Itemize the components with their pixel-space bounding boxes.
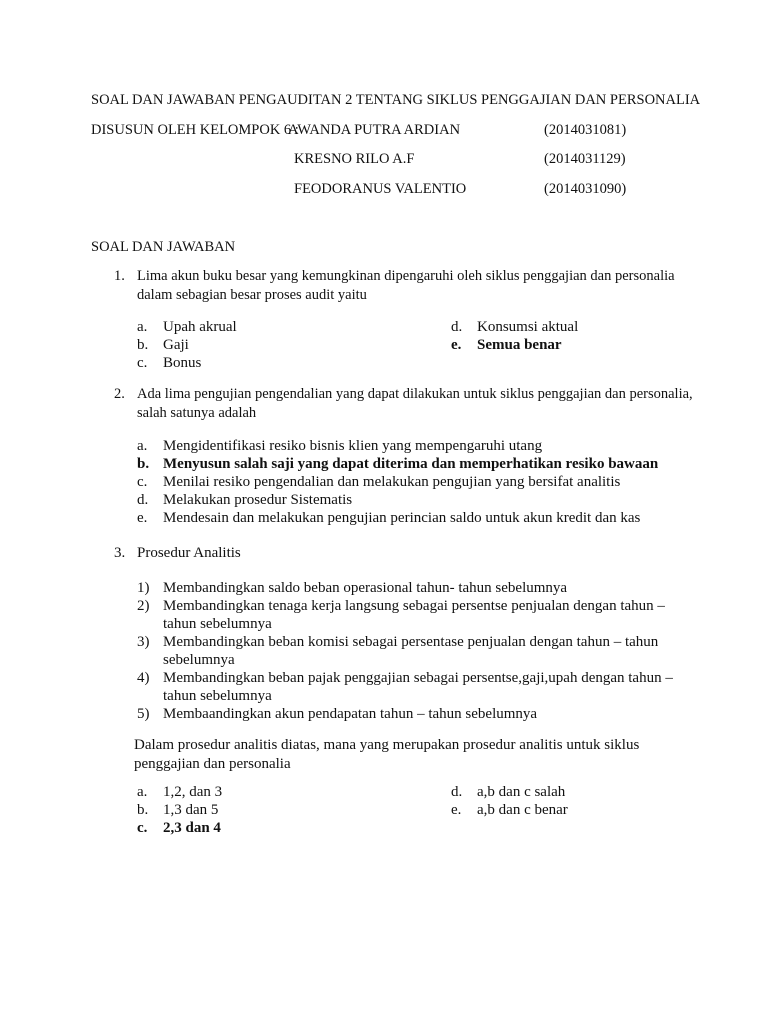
author-id: (2014031081)	[544, 122, 627, 138]
procedure-text: tahun sebelumnya	[163, 688, 272, 704]
option-text: a,b dan c benar	[477, 802, 568, 818]
option-letter: e.	[451, 802, 462, 818]
option-letter: c.	[137, 820, 148, 836]
option-text: Melakukan prosedur Sistematis	[163, 492, 353, 508]
procedure-text: sebelumnya	[163, 652, 235, 668]
question-text-line: penggajian dan personalia	[134, 756, 291, 772]
procedure-number: 4)	[137, 670, 150, 686]
question-number: 1.	[114, 268, 125, 284]
option-text: 1,3 dan 5	[163, 802, 219, 818]
option-letter: c.	[137, 474, 148, 490]
procedure-text: Membandingkan saldo beban operasional tahun- tahun sebelumnya	[163, 580, 568, 596]
author-id: (2014031129)	[544, 151, 626, 167]
procedure-number: 5)	[137, 706, 150, 722]
authors-prefix: DISUSUN OLEH KELOMPOK 6 :	[91, 122, 299, 138]
procedure-number: 3)	[137, 634, 150, 650]
option-letter: b.	[137, 456, 150, 472]
procedure-text: tahun sebelumnya	[163, 616, 272, 632]
option-text: Gaji	[163, 337, 189, 353]
option-letter: c.	[137, 355, 148, 371]
option-text: Bonus	[163, 355, 202, 371]
question-text-line: Lima akun buku besar yang kemungkinan dipengaruhi oleh siklus penggajian dan personalia	[137, 268, 675, 284]
question-text-line: Dalam prosedur analitis diatas, mana yang merupakan prosedur analitis untuk siklus	[134, 737, 640, 753]
question-text-line: salah satunya adalah	[137, 405, 257, 421]
option-text: Semua benar	[477, 337, 562, 353]
author-name: FEODORANUS VALENTIO	[294, 181, 467, 197]
option-letter: d.	[451, 784, 463, 800]
document-title: SOAL DAN JAWABAN PENGAUDITAN 2 TENTANG SIKLUS PENGGAJIAN DAN PERSONALIA	[91, 92, 701, 108]
question-title: Prosedur Analitis	[137, 545, 241, 561]
option-letter: d.	[451, 319, 463, 335]
option-text: Menyusun salah saji yang dapat diterima dan memperhatikan resiko bawaan	[163, 456, 659, 472]
option-text: Mengidentifikasi resiko bisnis klien yang mempengaruhi utang	[163, 438, 543, 454]
option-text: Mendesain dan melakukan pengujian perincian saldo untuk akun kredit dan kas	[163, 510, 641, 526]
author-id: (2014031090)	[544, 181, 627, 197]
procedure-text: Membandingkan beban komisi sebagai persentase penjualan dengan tahun – tahun	[163, 634, 659, 650]
option-text: Konsumsi aktual	[477, 319, 579, 335]
procedure-text: Membandingkan tenaga kerja langsung sebagai persentse penjualan dengan tahun –	[163, 598, 665, 614]
option-letter: b.	[137, 337, 149, 353]
option-letter: a.	[137, 438, 148, 454]
procedure-number: 1)	[137, 580, 150, 596]
option-letter: e.	[451, 337, 462, 353]
option-text: 1,2, dan 3	[163, 784, 223, 800]
question-number: 3.	[114, 545, 126, 561]
option-text: 2,3 dan 4	[163, 820, 221, 836]
option-text: Menilai resiko pengendalian dan melakukan pengujian yang bersifat analitis	[163, 474, 621, 490]
procedure-text: Membandingkan beban pajak penggajian sebagai persentse,gaji,upah dengan tahun –	[163, 670, 673, 686]
procedure-text: Membaandingkan akun pendapatan tahun – tahun sebelumnya	[163, 706, 538, 722]
procedure-number: 2)	[137, 598, 150, 614]
option-text: Upah akrual	[163, 319, 237, 335]
question-number: 2.	[114, 386, 125, 402]
option-letter: a.	[137, 319, 148, 335]
option-letter: a.	[137, 784, 148, 800]
option-letter: e.	[137, 510, 148, 526]
question-text-line: Ada lima pengujian pengendalian yang dapat dilakukan untuk siklus penggajian dan personalia,	[137, 386, 693, 402]
option-letter: d.	[137, 492, 149, 508]
option-letter: b.	[137, 802, 149, 818]
question-text-line: dalam sebagian besar proses audit yaitu	[137, 287, 367, 303]
author-name: AWANDA PUTRA ARDIAN	[288, 122, 461, 138]
option-text: a,b dan c salah	[477, 784, 566, 800]
section-heading: SOAL DAN JAWABAN	[91, 239, 236, 255]
author-name: KRESNO RILO A.F	[294, 151, 415, 167]
